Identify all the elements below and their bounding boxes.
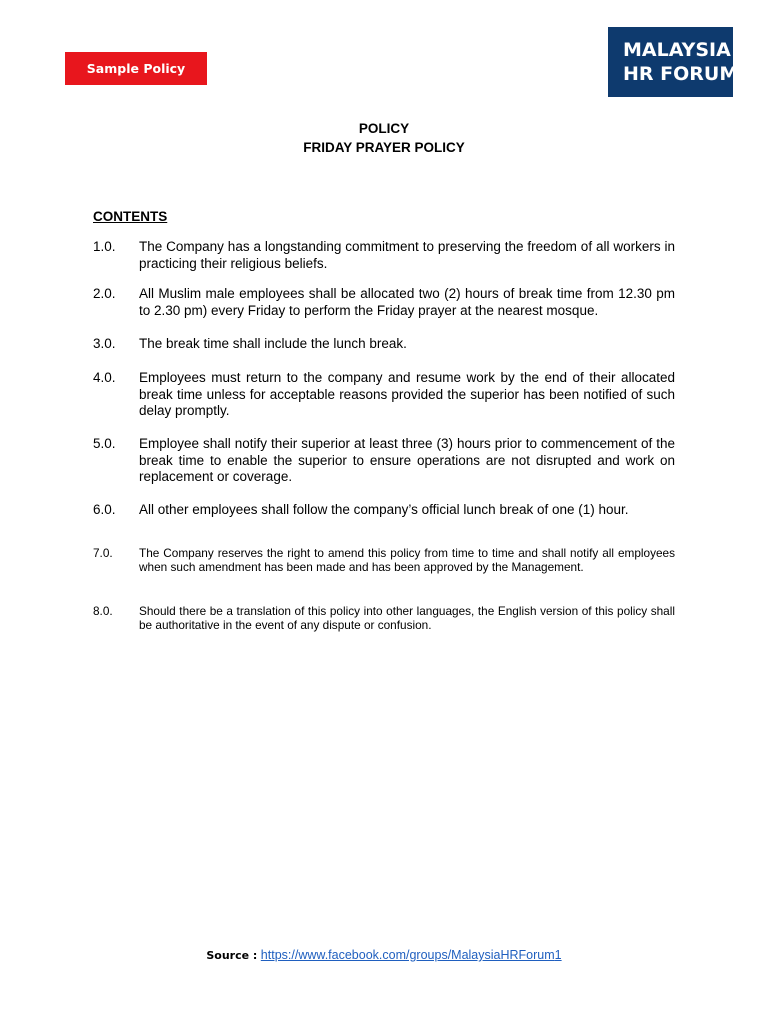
clause-text: Employees must return to the company and resume work by the end of their allocated break time unless for acceptable reasons provided the superior has been notified of such delay promptly.	[139, 370, 675, 418]
malaysia-hr-forum-logo	[608, 27, 739, 97]
clause-number: 8.0.	[93, 604, 113, 618]
clause-text: Should there be a translation of this policy into other languages, the English version of this policy shall be authoritative in the event of any dispute or confusion.	[139, 604, 675, 633]
clause-text: All other employees shall follow the company’s official lunch break of one (1) hour.	[139, 502, 629, 517]
clause-number: 1.0.	[93, 239, 116, 254]
source-link[interactable]: https://www.facebook.com/groups/MalaysiaHRForum	[260, 948, 555, 962]
clause-7	[93, 546, 675, 575]
clause-number: 7.0.	[93, 546, 113, 560]
clause-4	[93, 370, 675, 420]
clause-5	[93, 436, 675, 486]
logo-line-2: HR FORUM	[623, 63, 739, 85]
clause-8	[93, 604, 675, 633]
clause-2	[93, 286, 675, 319]
source-footer	[0, 948, 768, 962]
clause-text: The Company has a longstanding commitment to preserving the freedom of all workers in practicing their religious beliefs.	[139, 239, 675, 271]
sample-policy-badge: Sample Policy	[65, 52, 207, 85]
clause-3	[93, 336, 675, 353]
clause-text: All Muslim male employees shall be allocated two (2) hours of break time from 12.30 pm to 2.30 pm) every Friday to perform the Friday prayer at the nearest mosque.	[139, 286, 675, 318]
document-subtitle: FRIDAY PRAYER POLICY	[303, 139, 465, 155]
footnote-marker: 1	[554, 948, 562, 962]
clause-1	[93, 239, 675, 272]
clause-number: 4.0.	[93, 370, 116, 385]
clause-number: 5.0.	[93, 436, 116, 451]
clause-number: 3.0.	[93, 336, 116, 351]
clause-6	[93, 502, 675, 519]
clause-text: The break time shall include the lunch break.	[139, 336, 407, 351]
document-header	[0, 120, 768, 157]
clause-text: Employee shall notify their superior at least three (3) hours prior to commencement of the break time to enable the superior to ensure operations are not disrupted and work on replacement or coverage.	[139, 436, 675, 484]
clause-text: The Company reserves the right to amend this policy from time to time and shall notify all employees when such amendment has been made and has been approved by the Management.	[139, 546, 675, 575]
contents-heading: CONTENTS	[93, 209, 168, 224]
document-title: POLICY	[358, 121, 410, 136]
source-label: Source :	[206, 949, 258, 962]
logo-line-1: MALAYSIA	[623, 39, 731, 61]
clause-number: 6.0.	[93, 502, 116, 517]
clause-number: 2.0.	[93, 286, 116, 301]
